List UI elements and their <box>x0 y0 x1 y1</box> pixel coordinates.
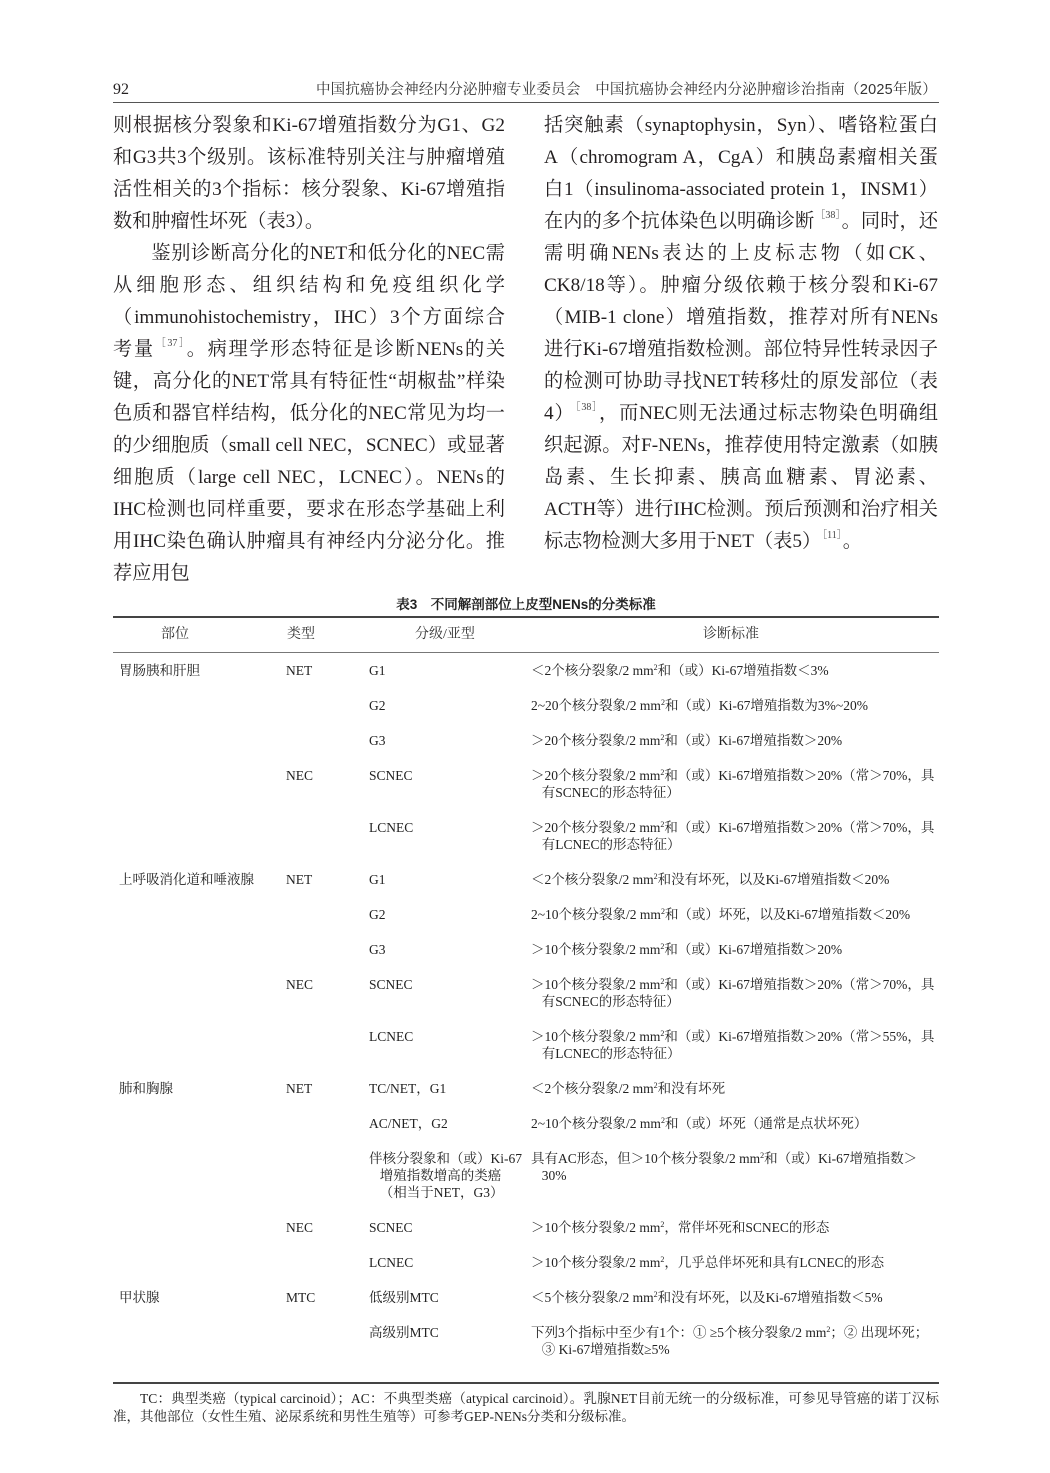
cell-site <box>119 1028 269 1046</box>
cell-criteria <box>531 906 935 941</box>
cell-criteria <box>531 767 935 819</box>
superscript: 2 <box>660 907 665 916</box>
cell-type <box>286 1254 362 1272</box>
criteria-text: 2~10个核分裂象/2 mm <box>531 907 661 922</box>
citation: ［38］ <box>575 402 599 413</box>
superscript: 2 <box>653 872 658 881</box>
criteria-text: 和没有坏死，以及Ki-67增殖指数＜20% <box>657 872 890 887</box>
superscript: 2 <box>660 1029 665 1038</box>
cell-type <box>286 906 362 924</box>
paragraph-text: 。同时，还需明确NENs表达的上皮标志物（如CK、CK8/18等）。肿瘤分级依赖于核分裂和Ki-67（MIB-1 clone）增殖指数，推荐对所有NENs进行Ki-67增殖指数检测。部位特异性转录因子的检测可协助寻找NET转移灶的原发部位（表4） <box>544 211 939 424</box>
table-row <box>113 1324 939 1376</box>
cell-criteria <box>531 1219 935 1254</box>
superscript: 2 <box>660 733 665 742</box>
cell-criteria <box>531 1115 935 1150</box>
cell-site: 胃肠胰和肝胆 <box>119 663 200 678</box>
table-row <box>113 1289 939 1324</box>
superscript: 2 <box>660 942 665 951</box>
cell-grade: LCNEC <box>369 1029 414 1044</box>
header-grade: 分级/亚型 <box>415 627 475 642</box>
cell-criteria <box>531 871 935 906</box>
criteria-text: 和（或）Ki-67增殖指数为3%~20% <box>664 698 868 713</box>
cell-type: NEC <box>286 1220 313 1235</box>
left-column <box>113 110 505 590</box>
cell-grade: LCNEC <box>369 1255 414 1270</box>
cell-type: NET <box>286 1081 313 1096</box>
table-body <box>113 653 939 1382</box>
cell-grade: G2 <box>369 698 386 713</box>
cell-criteria <box>531 1028 935 1080</box>
criteria-text: ＞10个核分裂象/2 mm <box>531 1255 661 1270</box>
cell-site <box>119 976 269 994</box>
criteria-text: 2~10个核分裂象/2 mm <box>531 1116 661 1131</box>
superscript: 2 <box>653 1081 658 1090</box>
table-row <box>113 697 939 732</box>
cell-type <box>286 1028 362 1046</box>
criteria-text: 和（或）Ki-67增殖指数＞20%（常＞70%，具有LCNEC的形态特征） <box>541 820 935 852</box>
cell-criteria <box>531 1080 935 1115</box>
cell-site: 甲状腺 <box>119 1290 160 1305</box>
table-row <box>113 976 939 1028</box>
paragraph-text: 。 <box>842 531 862 552</box>
right-column <box>544 110 938 558</box>
superscript: 2 <box>660 1255 665 1264</box>
cell-grade: SCNEC <box>369 977 413 992</box>
superscript: 2 <box>660 977 665 986</box>
cell-type <box>286 1115 362 1133</box>
criteria-text: 具有AC形态，但＞10个核分裂象/2 mm <box>531 1151 761 1166</box>
paragraph-text: 鉴别诊断高分化的NET和低分化的NEC需从细胞形态、组织结构和免疫组织化学（immunohistochemistry，IHC）3个方面综合考量 <box>113 243 505 360</box>
table-row <box>113 1115 939 1150</box>
cell-grade: G1 <box>369 872 386 887</box>
criteria-text: ＞10个核分裂象/2 mm <box>531 1029 661 1044</box>
cell-criteria <box>531 1150 935 1202</box>
table-row <box>113 1028 939 1080</box>
cell-criteria <box>531 1254 935 1289</box>
table-row <box>113 767 939 819</box>
criteria-text: ＜2个核分裂象/2 mm <box>531 872 654 887</box>
cell-type <box>286 1150 362 1168</box>
criteria-text: ，常伴坏死和SCNEC的形态 <box>664 1220 830 1235</box>
cell-type: MTC <box>286 1290 316 1305</box>
cell-criteria <box>531 697 935 732</box>
criteria-text: ＜2个核分裂象/2 mm <box>531 663 654 678</box>
criteria-text: 和（或）坏死，以及Ki-67增殖指数＜20% <box>664 907 911 922</box>
cell-grade: G1 <box>369 663 386 678</box>
classification-table <box>113 616 939 1384</box>
table-row <box>113 1150 939 1219</box>
cell-site <box>119 1115 269 1133</box>
header-site: 部位 <box>161 627 189 642</box>
criteria-text: 和（或）坏死（通常是点状坏死） <box>664 1116 868 1131</box>
cell-type: NET <box>286 663 313 678</box>
superscript: 2 <box>660 1220 665 1229</box>
criteria-text: ＞20个核分裂象/2 mm <box>531 820 661 835</box>
paragraph-text: ，而NEC则无法通过标志物染色明确组织起源。对F-NENs，推荐使用特定激素（如胰岛素、生长抑素、胰高血糖素、胃泌素、ACTH等）进行IHC检测。预后预测和治疗相关标志物检测大多用于NET（表5） <box>544 403 939 552</box>
cell-site <box>119 732 269 750</box>
criteria-text: 2~20个核分裂象/2 mm <box>531 698 661 713</box>
cell-criteria <box>531 732 935 767</box>
criteria-text: ＜5个核分裂象/2 mm <box>531 1290 654 1305</box>
cell-grade: G3 <box>369 942 386 957</box>
cell-grade: G2 <box>369 907 386 922</box>
paragraph-text: 。病理学形态特征是诊断NENs的关键，高分化的NET常具有特征性“胡椒盐”样染色质和器官样结构，低分化的NEC常见为均一的少细胞质（small cell NEC，SCNEC）或显著细胞质（large cell NEC，LCNEC）。NENs的IHC检测也同样重要，要求在形态学基础上利用IHC染色确认肿瘤具有神经内分泌分化。推荐应用包 <box>113 339 506 584</box>
cell-grade: LCNEC <box>369 820 414 835</box>
criteria-text: ＞20个核分裂象/2 mm <box>531 733 661 748</box>
superscript: 2 <box>760 1151 765 1160</box>
criteria-text: 和（或）Ki-67增殖指数＜3% <box>657 663 829 678</box>
criteria-text: 和（或）Ki-67增殖指数＞20%（常＞70%，具有SCNEC的形态特征） <box>541 977 935 1009</box>
superscript: 2 <box>660 820 665 829</box>
table-block <box>113 616 939 1425</box>
header-type: 类型 <box>287 627 315 642</box>
cell-site <box>119 697 269 715</box>
citation: ［37］ <box>155 338 186 349</box>
criteria-text: 下列3个指标中至少有1个：① ≥5个核分裂象/2 mm <box>531 1325 827 1340</box>
journal-title: 中国抗癌协会神经内分泌肿瘤专业委员会 中国抗癌协会神经内分泌肿瘤诊治指南（2025年版） <box>315 82 937 98</box>
citation: ［38］ <box>815 210 841 221</box>
table-caption: 表3 不同解剖部位上皮型NENs的分类标准 <box>396 597 656 612</box>
cell-site <box>119 1150 269 1168</box>
table-row <box>113 662 939 697</box>
cell-criteria <box>531 662 935 697</box>
criteria-text: ，几乎总伴坏死和具有LCNEC的形态 <box>664 1255 885 1270</box>
superscript: 2 <box>660 698 665 707</box>
table-row <box>113 732 939 767</box>
cell-site <box>119 941 269 959</box>
cell-site <box>119 819 269 837</box>
table-row <box>113 1254 939 1289</box>
cell-criteria <box>531 819 935 871</box>
superscript: 2 <box>660 768 665 777</box>
superscript: 2 <box>653 663 658 672</box>
cell-grade: 低级别MTC <box>369 1290 439 1305</box>
criteria-text: ＞10个核分裂象/2 mm <box>531 1220 661 1235</box>
cell-site <box>119 1254 269 1272</box>
cell-grade: SCNEC <box>369 768 413 783</box>
cell-grade: G3 <box>369 733 386 748</box>
superscript: 2 <box>826 1325 831 1334</box>
cell-site <box>119 906 269 924</box>
cell-grade: 高级别MTC <box>369 1325 439 1340</box>
cell-site <box>119 767 269 785</box>
cell-type <box>286 732 362 750</box>
cell-criteria <box>531 1289 935 1324</box>
cell-grade: AC/NET，G2 <box>369 1116 448 1131</box>
page-number: 92 <box>113 81 129 98</box>
criteria-text: 和没有坏死 <box>657 1081 726 1096</box>
cell-grade: 伴核分裂象和（或）Ki-67增殖指数增高的类癌（相当于NET，G3） <box>369 1151 522 1200</box>
cell-site <box>119 1324 269 1342</box>
cell-criteria <box>531 941 935 976</box>
cell-type <box>286 697 362 715</box>
table-row <box>113 906 939 941</box>
cell-type <box>286 819 362 837</box>
table-row <box>113 1080 939 1115</box>
paragraph <box>113 238 505 590</box>
table-footnote: TC：典型类癌（typical carcinoid）；AC：不典型类癌（atypical carcinoid）。乳腺NET目前无统一的分级标准，可参见导管癌的诺丁汉标准，其他部位（女性生殖、泌尿系统和男性生殖等）可参考GEP-NENs分类和分级标准。 <box>113 1391 939 1424</box>
cell-criteria <box>531 1324 935 1376</box>
criteria-text: 和（或）Ki-67增殖指数＞20%（常＞55%，具有LCNEC的形态特征） <box>541 1029 935 1061</box>
criteria-text: ＜2个核分裂象/2 mm <box>531 1081 654 1096</box>
criteria-text: ＞20个核分裂象/2 mm <box>531 768 661 783</box>
cell-site: 肺和胸腺 <box>119 1081 173 1096</box>
cell-type: NEC <box>286 768 313 783</box>
cell-site <box>119 1219 269 1237</box>
running-header <box>113 80 939 103</box>
criteria-text: ；② 出现坏死；③ Ki-67增殖指数≥5% <box>541 1325 929 1357</box>
criteria-text: ＞10个核分裂象/2 mm <box>531 977 661 992</box>
cell-type <box>286 1324 362 1342</box>
cell-type: NET <box>286 872 313 887</box>
cell-grade: TC/NET，G1 <box>369 1081 447 1096</box>
cell-type <box>286 941 362 959</box>
cell-criteria <box>531 976 935 1028</box>
cell-grade: SCNEC <box>369 1220 413 1235</box>
criteria-text: 和没有坏死，以及Ki-67增殖指数＜5% <box>657 1290 883 1305</box>
header-criteria: 诊断标准 <box>703 627 759 642</box>
table-row <box>113 941 939 976</box>
table-row <box>113 871 939 906</box>
paragraph <box>544 110 938 558</box>
criteria-text: 和（或）Ki-67增殖指数＞20%（常＞70%，具有SCNEC的形态特征） <box>541 768 935 800</box>
cell-type: NEC <box>286 977 313 992</box>
paragraph: 则根据核分裂象和Ki-67增殖指数分为G1、G2和G3共3个级别。该标准特别关注与肿瘤增殖活性相关的3个指标：核分裂象、Ki-67增殖指数和肿瘤性坏死（表3）。 <box>113 115 505 232</box>
criteria-text: 和（或）Ki-67增殖指数＞20% <box>664 942 843 957</box>
criteria-text: 和（或）Ki-67增殖指数＞30% <box>541 1151 918 1183</box>
table-row <box>113 1219 939 1254</box>
superscript: 2 <box>653 1290 658 1299</box>
table-header <box>113 618 939 653</box>
citation: ［11］ <box>822 530 842 541</box>
criteria-text: 和（或）Ki-67增殖指数＞20% <box>664 733 843 748</box>
paragraph-text: 括突触素（synaptophysin，Syn）、嗜铬粒蛋白A（chromogram A，CgA）和胰岛素瘤相关蛋白1（insulinoma-associated protein 1，INSM1）在内的多个抗体染色以明确诊断 <box>544 115 938 232</box>
table-row <box>113 819 939 871</box>
cell-site: 上呼吸消化道和唾液腺 <box>119 872 254 887</box>
superscript: 2 <box>660 1116 665 1125</box>
criteria-text: ＞10个核分裂象/2 mm <box>531 942 661 957</box>
